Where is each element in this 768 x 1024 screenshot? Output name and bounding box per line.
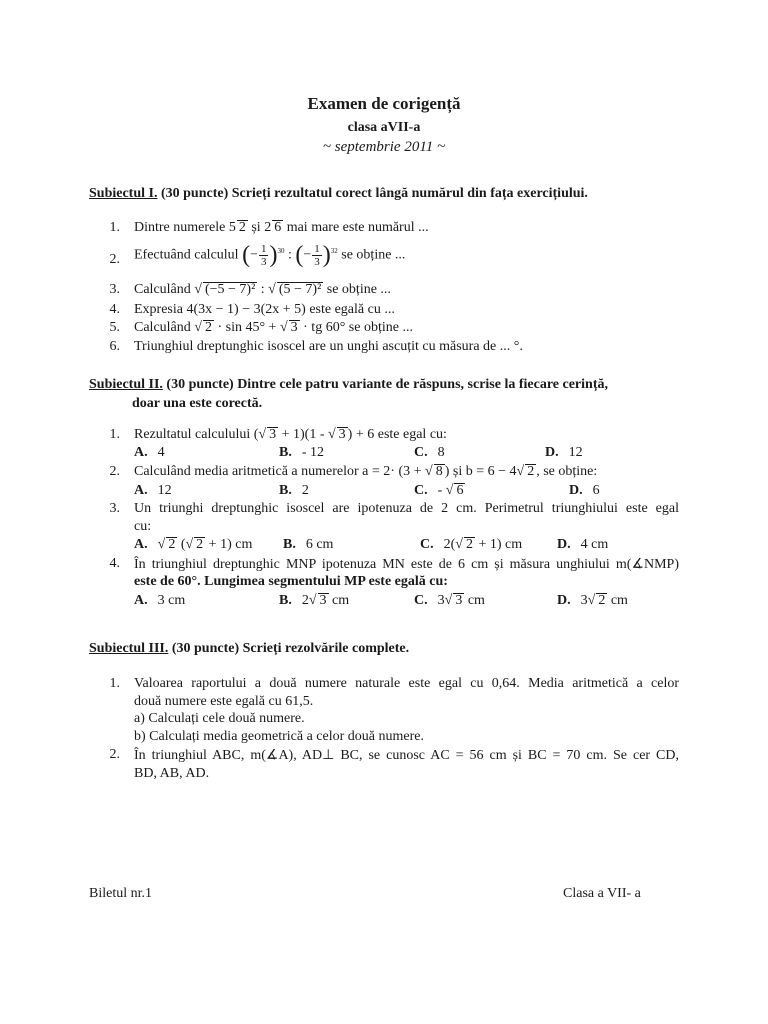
subject3-instructions: (30 puncte) Scrieți rezolvările complete.: [171, 641, 410, 656]
option-a: A. 12: [134, 483, 172, 498]
option-c: C. 8: [414, 445, 445, 460]
option-d: D. 4 cm: [557, 537, 609, 552]
exam-title: Examen de corigență: [307, 94, 461, 113]
option-c: C. - √ 6: [414, 483, 464, 498]
option-b: B. 2: [279, 483, 309, 498]
subject2-heading: [89, 375, 679, 413]
option-a: A. √ 2 (√ 2 + 1) cm: [134, 537, 253, 552]
subject1-heading: [89, 184, 679, 203]
option-d: D. 3√ 2 cm: [557, 593, 628, 608]
subject2-instructions-cont: doar una este corectă.: [132, 396, 263, 411]
subject3-label: Subiectul III.: [89, 641, 169, 656]
option-b: B. 2√ 3 cm: [279, 593, 350, 608]
subject2-label: Subiectul II.: [89, 377, 163, 392]
option-b: B. - 12: [279, 445, 325, 460]
exam-page: Examen de corigență clasa aVII-a ~ septembrie 2011 ~ Subiectul I. (30 puncte) Scrieți rezultatul corect lângă numărul din fața exercițiului. 1. Dintre numerele 5 2 și 2 6 mai mare este numărul ... 2. Efectuând calculul (− $\frac{1}{3}$ )$^{30}$ : (− $\frac{1}{3}$ )$^{32}$ se obține ... 3. Calculând √ (−5 − 7)² : √ (5 − 7)² se obține ... 4. Expresia 4(3x − 1) − 3(2x + 5) este egală cu ... 5. Calculând √ 2 · sin 45° + √ 3 · tg 60° se obține ... 6. Triunghiul dreptunghic isoscel are un unghi ascuțit cu măsura de ... °. Subiectul II. (30 puncte) Dintre cele patru variante de răspuns, scrise la fiecare cerință, doar una este corectă. 1. Rezultatul calculului (√ 3 + 1)(1 - √ 3 ) + 6 este egal cu: A. 4 B. - 12 C. 8 D. 12 2. Calculând media aritmetică a numerelor a = 2· (3 + √ 8 ) și b = 6 − 4√ 2 , se obține: A. 12 B. 2 C. - √ 6 D. 6 3. Un triunghi dreptunghic isoscel are ipotenuza de 2 cm. Perimetrul triunghiului este egal cu: A. √ 2 (√ 2 + 1) cm B. 6 cm C. 2(√ 2 + 1) cm D. 4 cm 4. În triunghiul dreptunghic MNP ipotenuza MN este de 6 cm și măsura unghiului m(∡NMP) este de 60°. Lungimea segmentului MP este egală cu: A. 3 cm B. 2√ 3 cm C. 3√ 3 cm D. 3√ 2 cm Subiectul III. (30 puncte) Scrieți rezolvările complete. 1. Valoarea raportului a două numere naturale este egal cu 0,64. Media aritmetică a celor două numere este egală cu 61,5. a) Calculați cele două numere. b) Calculați media geometrică a celor două numere. 2. În triunghiul ABC, m(∡A), AD⊥ BC, se cunosc AC = 56 cm și BC = 70 cm. Se cer CD, BD, AB, AD. Biletul nr.1 Clasa a VII- a: [0, 0, 768, 1024]
option-c: C. 3√ 3 cm: [414, 593, 485, 608]
option-a: A. 4: [134, 445, 165, 460]
option-c: C. 2(√ 2 + 1) cm: [420, 537, 523, 552]
subject3-heading: [89, 639, 679, 658]
option-d: D. 6: [569, 483, 600, 498]
option-a: A. 3 cm: [134, 593, 186, 608]
exam-class: clasa aVII-a: [347, 120, 421, 135]
option-b: B. 6 cm: [283, 537, 334, 552]
subject1-instructions: (30 puncte) Scrieți rezultatul corect lângă numărul din fața exercițiului.: [160, 186, 588, 201]
subject2-instructions: (30 puncte) Dintre cele patru variante de răspuns, scrise la fiecare cerință,: [166, 377, 608, 392]
exam-date: ~ septembrie 2011 ~: [322, 139, 446, 155]
footer-class: Clasa a VII- a: [563, 886, 641, 901]
subject1-label: Subiectul I.: [89, 186, 158, 201]
footer-ticket-number: Biletul nr.1: [89, 886, 152, 901]
option-d: D. 12: [545, 445, 583, 460]
